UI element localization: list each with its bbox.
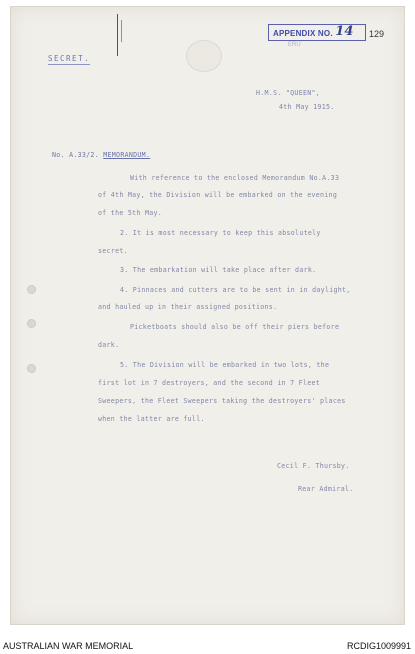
body-line: when the latter are full.	[98, 415, 205, 423]
signature-rank: Rear Admiral.	[298, 485, 354, 493]
pencil-mark	[121, 20, 122, 42]
body-line: 2. It is most necessary to keep this absolutely	[120, 229, 321, 237]
crest-emboss	[186, 40, 222, 72]
memo-number: No. A.33/2.	[52, 151, 99, 159]
memo-title: MEMORANDUM.	[103, 151, 151, 159]
body-line: dark.	[98, 341, 120, 349]
archive-footer	[0, 641, 415, 654]
body-line: of 4th May, the Division will be embarked on the evening	[98, 191, 338, 199]
appendix-stamp	[268, 24, 366, 41]
body-line: 3. The embarkation will take place after dark.	[120, 266, 317, 274]
body-line: secret.	[98, 247, 128, 255]
body-line: With reference to the enclosed Memorandum No.A.33	[130, 174, 340, 182]
punch-hole	[27, 285, 36, 294]
appendix-label: APPENDIX NO.	[273, 29, 333, 38]
document-page	[10, 6, 405, 625]
punch-hole	[27, 364, 36, 373]
body-line: Sweepers, the Fleet Sweepers taking the destroyers' places	[98, 397, 346, 405]
body-line: 5. The Division will be embarked in two lots, the	[120, 361, 330, 369]
record-id: RCDIG1009991	[346, 641, 411, 651]
body-line: 4. Pinnaces and cutters are to be sent in in daylight,	[120, 286, 351, 294]
body-line: of the 5th May.	[98, 209, 163, 217]
signature-name: Cecil F. Thursby.	[277, 462, 350, 470]
body-line: and hauled up in their assigned positions.	[98, 303, 278, 311]
ship-name: H.M.S. "QUEEN",	[256, 89, 321, 97]
pencil-mark	[117, 14, 118, 56]
appendix-number: 14	[335, 24, 354, 39]
body-line: Picketboats should also be off their piers before	[130, 323, 340, 331]
punch-hole	[27, 319, 36, 328]
classification-label: SECRET.	[48, 54, 91, 63]
folio-number: 129	[369, 29, 385, 39]
body-line: first lot in 7 destroyers, and the second in 7 Fleet	[98, 379, 321, 387]
institution-name: AUSTRALIAN WAR MEMORIAL	[3, 641, 134, 651]
memo-date: 4th May 1915.	[279, 103, 335, 111]
memo-heading	[52, 151, 150, 159]
stamp-subtext: ERU	[288, 42, 301, 48]
